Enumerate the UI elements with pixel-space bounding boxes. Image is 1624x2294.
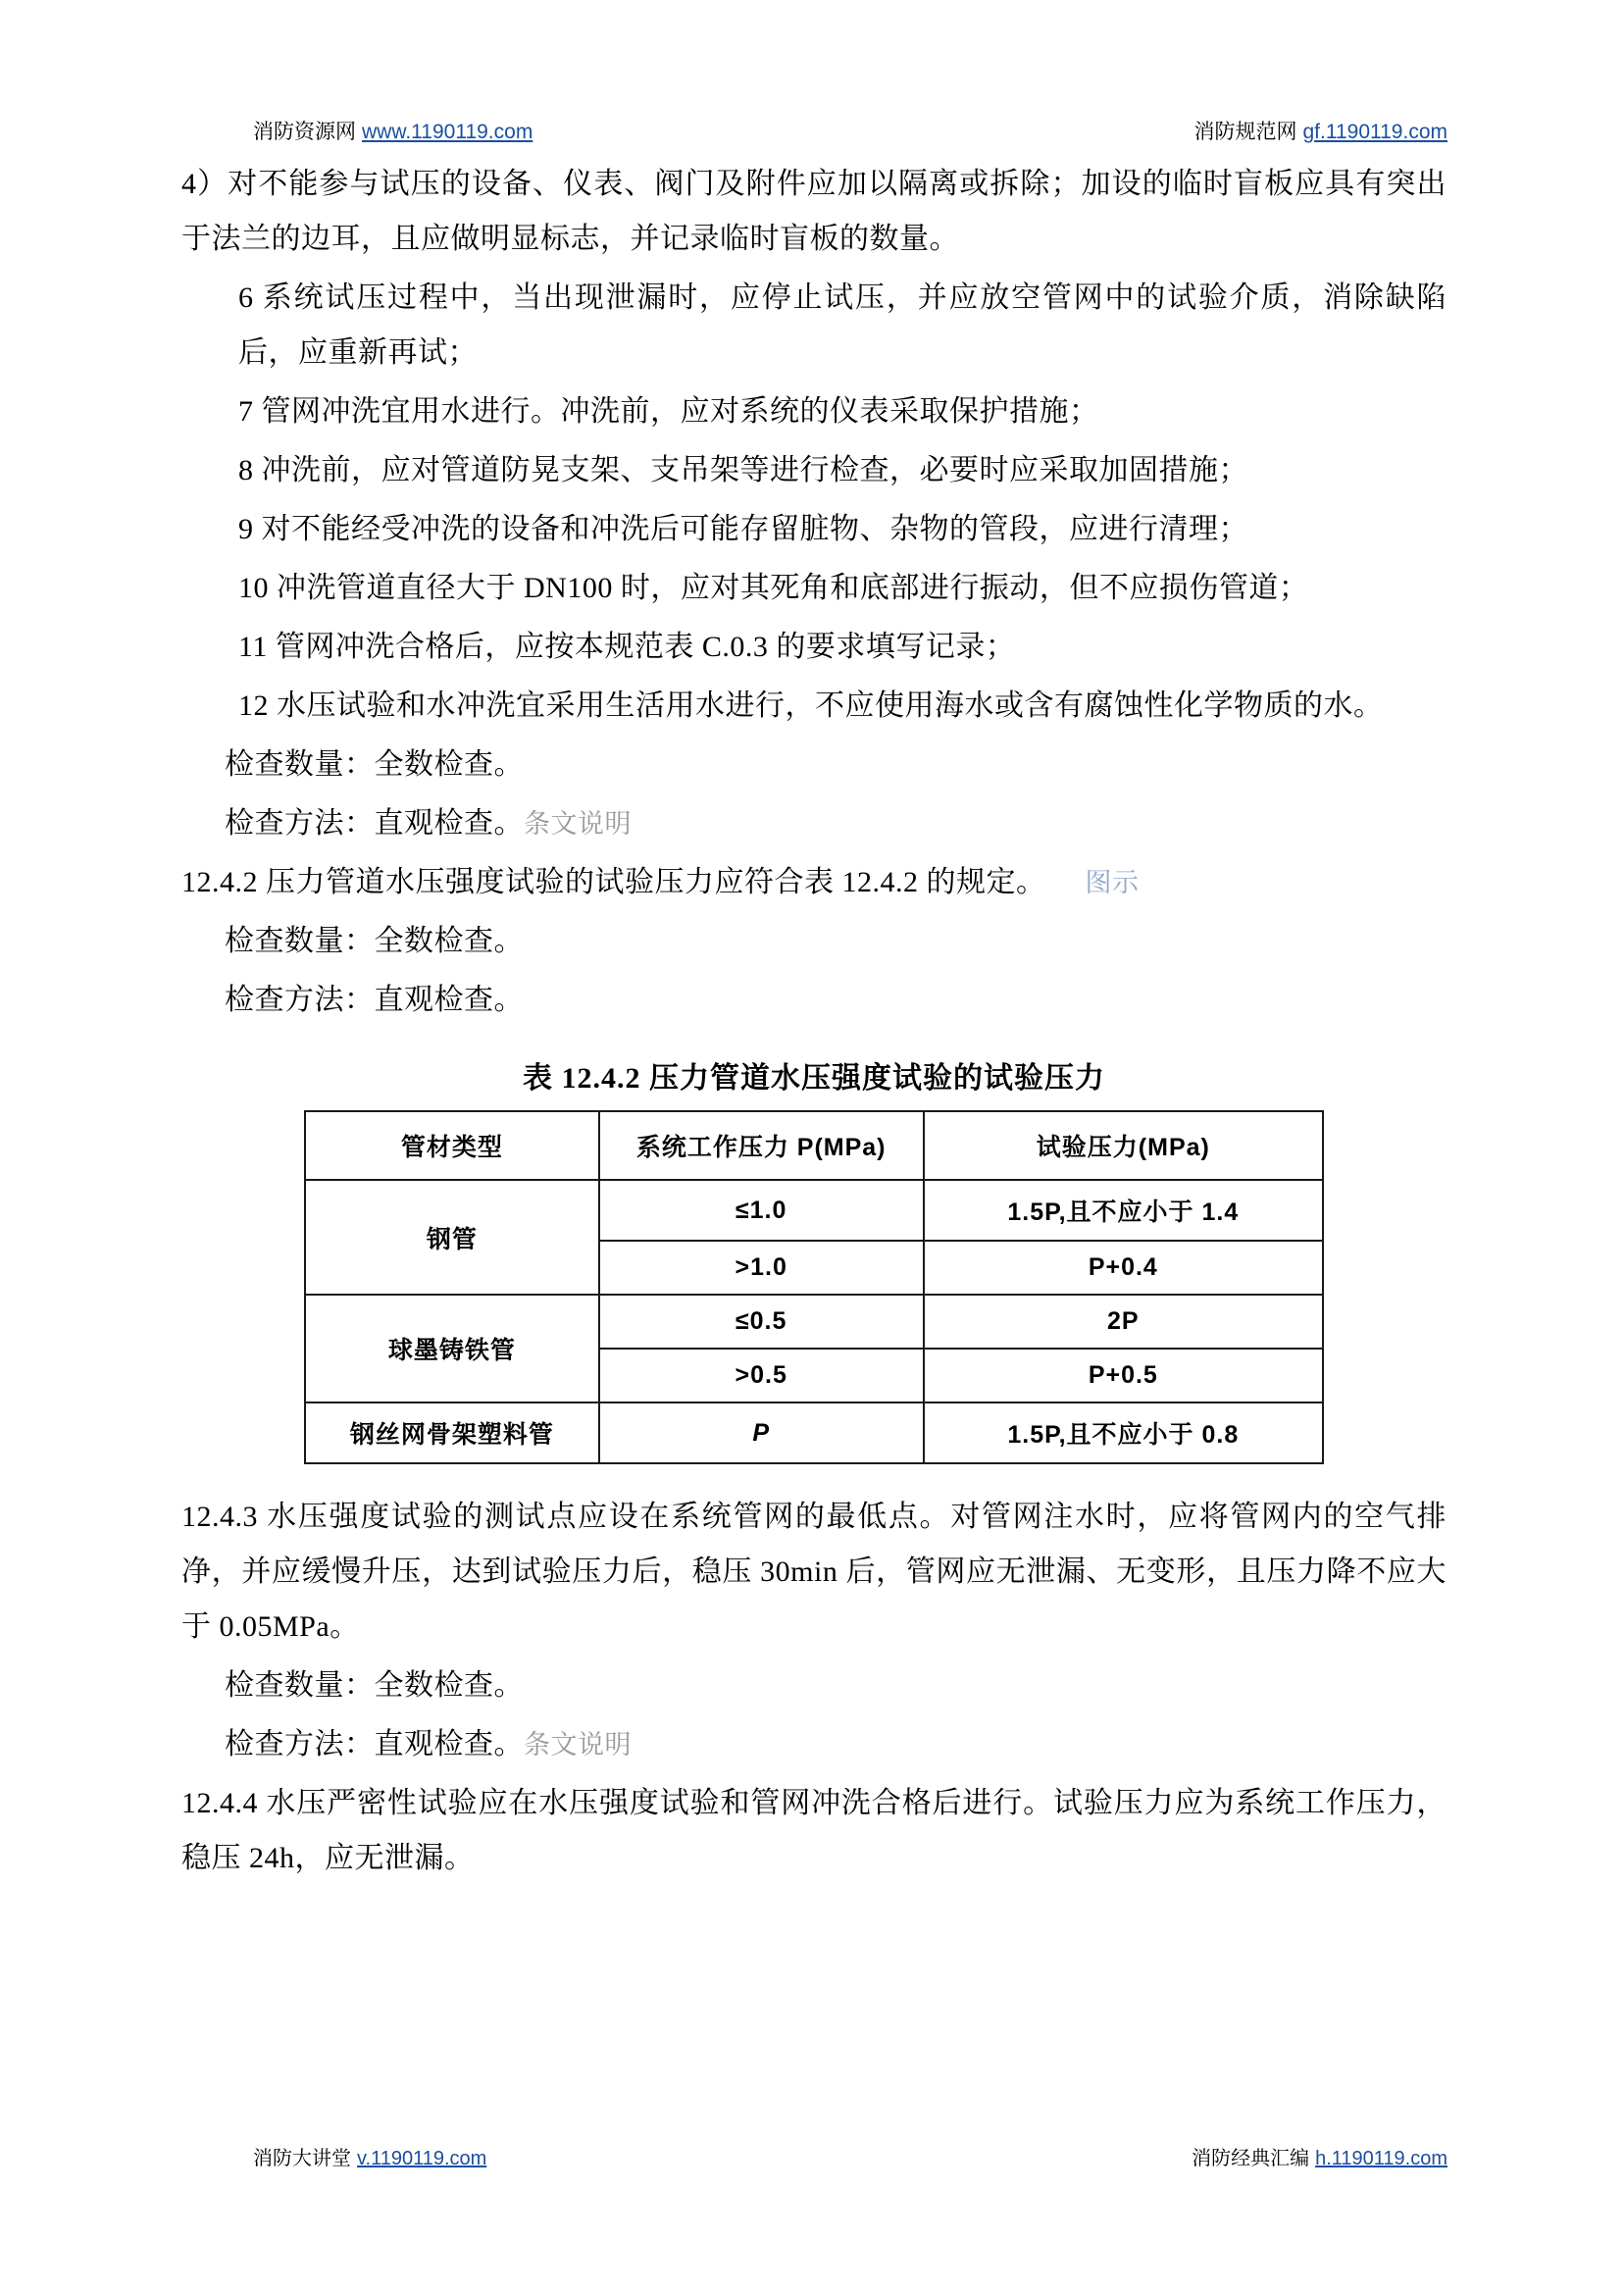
clause-12-4-2 [181, 855, 1446, 910]
table-cell-test: P+0.5 [924, 1349, 1323, 1402]
paragraph-7: 7 管网冲洗宜用水进行。冲洗前，应对系统的仪表采取保护措施； [238, 395, 1099, 428]
diagram-link[interactable]: 图示 [1085, 868, 1140, 897]
check-quantity-1: 检查数量：全数检查。 [225, 748, 524, 781]
footer-left [253, 2142, 486, 2170]
check-quantity-2: 检查数量：全数检查。 [225, 925, 524, 957]
table-cell-test: 1.5P,且不应小于 1.4 [924, 1180, 1323, 1241]
header-left [253, 116, 533, 145]
table-cell-pressure: >1.0 [599, 1241, 924, 1295]
header-left-link[interactable]: www.1190119.com [362, 121, 533, 143]
table-header-cell-0: 管材类型 [305, 1111, 599, 1180]
footer-right-label: 消防经典汇编 [1192, 2148, 1310, 2169]
table-cell-pressure: P [599, 1402, 924, 1463]
check-quantity-3: 检查数量：全数检查。 [225, 1669, 524, 1702]
check-method-3 [181, 1717, 1446, 1772]
table-cell-type: 球墨铸铁管 [305, 1295, 599, 1402]
paragraph-4: 4）对不能参与试压的设备、仪表、阀门及附件应加以隔离或拆除；加设的临时盲板应具有突出于法兰的边耳，且应做明显标志，并记录临时盲板的数量。 [181, 168, 1446, 255]
header-right [1194, 116, 1448, 145]
table-cell-type: 钢管 [305, 1180, 599, 1295]
table-cell-pressure: ≤1.0 [599, 1180, 924, 1241]
footer-right [1192, 2142, 1447, 2170]
table-header-cell-1: 系统工作压力 P(MPa) [599, 1111, 924, 1180]
header-right-link[interactable]: gf.1190119.com [1302, 121, 1447, 143]
table-cell-test: 2P [924, 1295, 1323, 1349]
document-body [181, 157, 1446, 1890]
header-left-label: 消防资源网 [253, 121, 356, 143]
paragraph-6: 6 系统试压过程中，当出现泄漏时，应停止试压，并应放空管网中的试验介质，消除缺陷后，应重新再试； [238, 281, 1446, 369]
footer-left-label: 消防大讲堂 [253, 2148, 351, 2169]
table-cell-test: P+0.4 [924, 1241, 1323, 1295]
table-cell-test: 1.5P,且不应小于 0.8 [924, 1402, 1323, 1463]
clause-explanation-link-3[interactable]: 条文说明 [524, 1730, 632, 1759]
footer-left-link[interactable]: v.1190119.com [357, 2148, 487, 2169]
table-cell-type: 钢丝网骨架塑料管 [305, 1402, 599, 1463]
check-method-3-text: 检查方法：直观检查。 [225, 1728, 524, 1760]
paragraph-10: 10 冲洗管道直径大于 DN100 时，应对其死角和底部进行振动，但不应损伤管道； [238, 572, 1309, 604]
table-cell-pressure: >0.5 [599, 1349, 924, 1402]
table-row [305, 1402, 1323, 1463]
clause-12-4-3: 12.4.3 水压强度试验的测试点应设在系统管网的最低点。对管网注水时，应将管网内的空气排净，并应缓慢升压，达到试验压力后，稳压 30min 后，管网应无泄漏、无变形，且压力降不应大于 0.05MPa。 [181, 1501, 1446, 1643]
check-method-1-text: 检查方法：直观检查。 [225, 807, 524, 840]
paragraph-9: 9 对不能经受冲洗的设备和冲洗后可能存留脏物、杂物的管段，应进行清理； [238, 513, 1248, 545]
paragraph-8: 8 冲洗前，应对管道防晃支架、支吊架等进行检查，必要时应采取加固措施； [238, 454, 1248, 486]
page-footer [253, 2142, 1447, 2170]
pressure-table [304, 1110, 1324, 1464]
paragraph-11: 11 管网冲洗合格后，应按本规范表 C.0.3 的要求填写记录； [238, 631, 1016, 663]
footer-right-link[interactable]: h.1190119.com [1315, 2148, 1447, 2169]
table-caption: 表 12.4.2 压力管道水压强度试验的试验压力 [523, 1062, 1105, 1095]
header-right-label: 消防规范网 [1193, 121, 1297, 143]
table-header-row [305, 1111, 1323, 1180]
table-header-cell-2: 试验压力(MPa) [924, 1111, 1323, 1180]
check-method-1 [181, 796, 1446, 851]
paragraph-12: 12 水压试验和水冲洗宜采用生活用水进行，不应使用海水或含有腐蚀性化学物质的水。 [238, 689, 1384, 722]
table-cell-pressure: ≤0.5 [599, 1295, 924, 1349]
table-row [305, 1180, 1323, 1241]
clause-explanation-link-1[interactable]: 条文说明 [524, 809, 632, 839]
clause-12-4-4: 12.4.4 水压严密性试验应在水压强度试验和管网冲洗合格后进行。试验压力应为系统工作压力，稳压 24h，应无泄漏。 [181, 1787, 1446, 1874]
clause-12-4-2-text: 12.4.2 压力管道水压强度试验的试验压力应符合表 12.4.2 的规定。 [181, 866, 1046, 898]
check-method-2: 检查方法：直观检查。 [225, 984, 524, 1016]
table-row [305, 1295, 1323, 1349]
page-header [253, 116, 1447, 145]
